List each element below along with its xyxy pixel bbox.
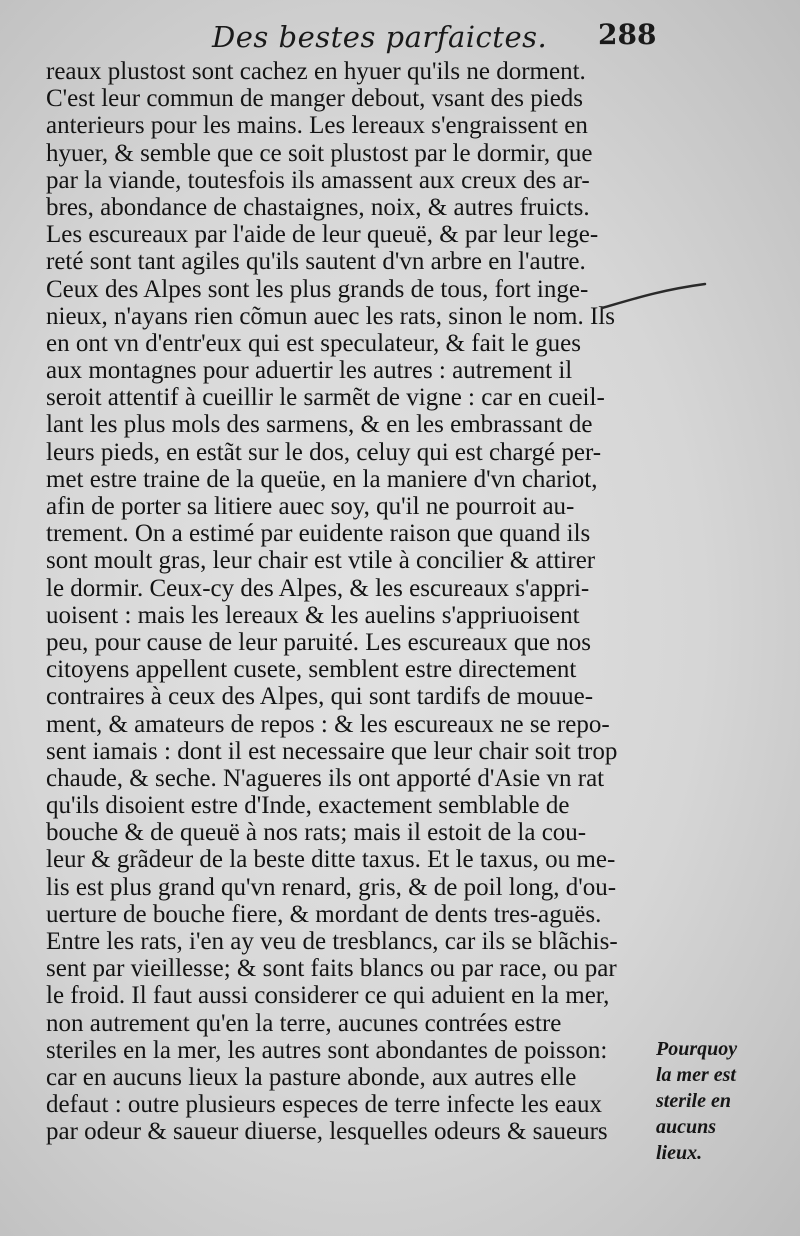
text-line: reté sont tant agiles qu'ils sautent d'vn arbre en l'autre.: [46, 248, 586, 276]
text-line: chaude, & seche. N'agueres ils ont apporté d'Asie vn rat: [46, 764, 605, 792]
text-line: qu'ils disoient estre d'Inde, exactement semblable de: [46, 792, 570, 820]
margin-note-line: aucuns: [656, 1116, 717, 1138]
text-line: le dormir. Ceux-cy des Alpes, & les escureaux s'appri-: [46, 574, 590, 602]
text-line: afin de porter sa litiere auec soy, qu'il ne pourroit au-: [46, 493, 575, 520]
text-line: Entre les rats, i'en ay veu de tresblancs, car ils se blãchis-: [46, 928, 618, 955]
pen-stroke-mark: [600, 278, 710, 318]
text-line: sent iamais : dont il est necessaire que leur chair soit trop: [46, 737, 618, 765]
text-line: C'est leur commun de manger debout, vsant des pieds: [46, 85, 584, 113]
text-line: Ceux des Alpes sont les plus grands de tous, fort inge-: [46, 275, 589, 303]
margin-note-line: la mer est: [656, 1064, 736, 1086]
text-line: aux montagnes pour aduertir les autres : autrement il: [46, 357, 573, 385]
text-line: hyuer, & semble que ce soit plustost par le dormir, que: [46, 139, 593, 167]
text-line: citoyens appellent cusete, semblent estre directement: [46, 656, 577, 684]
text-line: lant les plus mols des sarmens, & en les embrassant de: [46, 411, 593, 439]
margin-note: [656, 1036, 776, 1166]
text-line: peu, pour cause de leur paruité. Les escureaux que nos: [46, 628, 591, 656]
text-line: bres, abondance de chastaignes, noix, & autres fruicts.: [46, 193, 590, 221]
running-head: Des bestes parfaictes.: [212, 20, 548, 54]
margin-note-line: lieux.: [656, 1142, 703, 1164]
text-line: seroit attentif à cueillir le sarmẽt de vigne : car en cueil-: [46, 384, 605, 412]
main-text-block: [46, 58, 652, 1146]
text-line: leurs pieds, en estãt sur le dos, celuy qui est chargé per-: [46, 438, 602, 466]
text-line: lis est plus grand qu'vn renard, gris, & de poil long, d'ou-: [46, 873, 617, 901]
text-line: le froid. Il faut aussi considerer ce qui aduient en la mer,: [46, 982, 610, 1010]
text-line: uerture de bouche fiere, & mordant de dents tres-aguës.: [46, 900, 602, 928]
text-line: anterieurs pour les mains. Les lereaux s'engraissent en: [46, 112, 588, 140]
text-line: leur & grãdeur de la beste ditte taxus. Et le taxus, ou me-: [46, 846, 616, 874]
page-number: 288: [598, 18, 657, 51]
text-line: steriles en la mer, les autres sont abondantes de poisson:: [46, 1036, 608, 1064]
text-line: car en aucuns lieux la pasture abonde, aux autres elle: [46, 1063, 577, 1091]
text-line: ment, & amateurs de repos : & les escureaux ne se repo-: [46, 710, 610, 738]
text-line: par la viande, toutesfois ils amassent aux creux des ar-: [46, 166, 590, 194]
text-line: par odeur & saueur diuerse, lesquelles odeurs & saueurs: [46, 1118, 608, 1146]
text-line: en ont vn d'entr'eux qui est speculateur, & fait le gues: [46, 329, 581, 357]
margin-note-line: sterile en: [656, 1090, 731, 1112]
text-line: contraires à ceux des Alpes, qui sont tardifs de mouue-: [46, 683, 594, 711]
text-line: bouche & de queuë à nos rats; mais il estoit de la cou-: [46, 819, 587, 847]
text-line: sent par vieillesse; & sont faits blancs ou par race, ou par: [46, 955, 617, 983]
text-line: reaux plustost sont cachez en hyuer qu'ils ne dorment.: [46, 58, 586, 85]
text-line: met estre traine de la queüe, en la maniere d'vn chariot,: [46, 465, 598, 493]
page-header: [0, 18, 800, 58]
text-line: non autrement qu'en la terre, aucunes contrées estre: [46, 1009, 562, 1037]
text-line: sont moult gras, leur chair est vtile à concilier & attirer: [46, 547, 596, 575]
text-line: nieux, n'ayans rien cõmun auec les rats, sinon le nom. Ils: [46, 302, 615, 330]
text-line: Les escureaux par l'aide de leur queuë, & par leur lege-: [46, 221, 599, 249]
text-line: defaut : outre plusieurs especes de terre infecte les eaux: [46, 1091, 602, 1119]
text-line: trement. On a estimé par euidente raison que quand ils: [46, 520, 591, 548]
text-line: uoisent : mais les lereaux & les auelins s'appriuoisent: [46, 601, 580, 629]
margin-note-line: Pourquoy: [656, 1038, 738, 1060]
